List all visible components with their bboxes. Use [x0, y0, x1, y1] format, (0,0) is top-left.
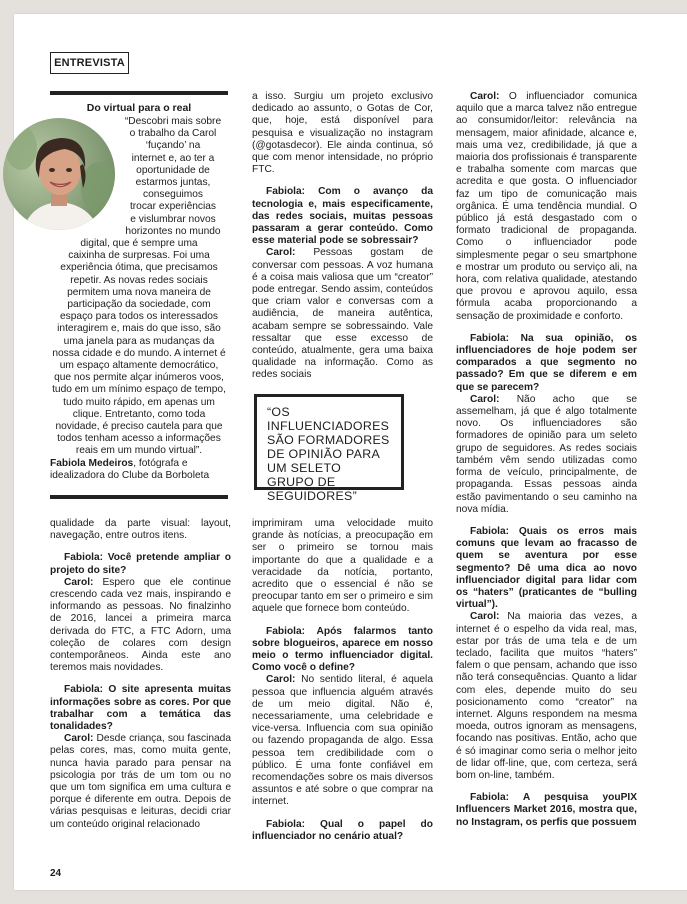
speaker-label: Carol: — [266, 674, 296, 686]
page-number: 24 — [50, 868, 62, 879]
interview-question: Fabiola: Qual o papel do influenciador no cenário atual? — [252, 818, 433, 842]
sidebar-text-rest: experiência ótima, que precisamos repetir. As novas redes sociais permitem uma nova maneira de participação da sociedade, com espaço para todos os interessados interagirem e, mais do que isso, são uma janela para as mudanças da nossa cidade e do mundo. A internet é um espaço altamente democrático, que nos permite alçar inúmeros voos, tudo em um mínimo espaço de tempo, tudo muito rápido, em apenas um clique. Entretanto, como toda novidade, é preciso cautela para que todos tenham acesso a informações reais em um mundo virtual”. — [52, 262, 226, 457]
section-tag: ENTREVISTA — [50, 52, 129, 74]
paragraph-gap — [456, 323, 637, 333]
paragraph-gap — [252, 616, 433, 626]
paragraph-gap — [50, 674, 231, 684]
answer-text: Pessoas gostam de conversar com pessoas. A voz humana é a coisa mais valiosa que um “creator” pode entregar. Sendo assim, conteúdos que criam valor e conversas com a audiência, de maneira autêntica, acabam sempre se sobressaindo. Vale ressaltar que esse excesso de conteúdo, atualmente, gera uma baixa qualidade na informação. Como as redes sociais — [252, 247, 433, 381]
sidebar-line: e vislumbrar novos — [130, 213, 216, 225]
sidebar-line: trocar experiências — [129, 201, 217, 213]
interview-answer — [252, 247, 433, 381]
sidebar-line: “Descobri mais sobre — [124, 116, 222, 127]
sidebar-text — [50, 116, 228, 482]
speaker-label: Carol: — [470, 611, 500, 623]
answer-text: O influenciador comunica aquilo que a marca talvez não entregue ao consumidor/leitor: relevância na mensagem, maior afinidade, alcance e, mais uma vez, credibilidade, já que a maioria dos profissionais é transparente e trabalha somente com marcas que acredita e que gosta. O influenciador faz um tipo de comunicação mais orgânica. É uma tendência mundial. O público já está desgastado com o formato tradicional de propaganda. Como o influenciador pode simplesmente pegar o seu smartphone e mostrar um produto ou serviço ali, na hora, com relativa qualidade, atestando que provou e aprovou aquilo, essa fórmula acaba proporcionando a sensação de proximidade e conforto. — [456, 91, 637, 322]
sidebar-line: ‘fuçando’ na — [145, 140, 201, 152]
interview-answer — [50, 733, 231, 831]
speaker-label: Carol: — [470, 91, 500, 102]
interview-question: Fabiola: Após falarmos tanto sobre blogueiros, aparece em nosso meio o termo influenciador digital. Como você o define? — [252, 625, 433, 674]
sidebar-line: o trabalho da Carol — [129, 128, 217, 140]
sidebar-line: estarmos juntas, — [135, 177, 211, 189]
body-text: a isso. Surgiu um projeto exclusivo dedicado ao assunto, o Gotas de Cor, que, hoje, está disponível para pesquisa e visualização no instagram (@gotasdecor). Ele ainda continua, só que com menor intensidade, no próprio FTC. — [252, 91, 433, 176]
paragraph-gap — [456, 782, 637, 792]
sidebar-line: conseguimos — [142, 189, 204, 201]
pull-quote: “OS INFLUENCIADORES SÃO FORMADORES DE OPINIÃO PARA UM SELETO GRUPO DE SEGUIDORES” — [254, 394, 404, 490]
sidebar-line: oportunidade de — [136, 164, 210, 176]
answer-text: No sentido literal, é aquela pessoa que influencia alguém através de um meio digital. Não é, necessariamente, uma celebridade e vice-versa. Influencia com sua opinião ou fazendo propaganda de algo. Essa pessoa tem credibilidade com o público. É uma fonte confiável em recomendações sobre os mais diversos assuntos e até sobre o que comprar na internet. — [252, 674, 433, 808]
sidebar-signature — [50, 458, 228, 482]
column-2-top — [252, 91, 433, 382]
speaker-label: Carol: — [266, 247, 296, 259]
paragraph-gap — [252, 176, 433, 186]
sidebar-wrapped-lines — [50, 116, 228, 262]
paragraph-gap — [456, 516, 637, 526]
interview-answer — [456, 611, 637, 782]
sidebar-line: digital, que é sempre uma — [80, 238, 198, 250]
interview-question: Fabiola: Na sua opinião, os influenciadores de hoje podem ser comparados a que segmento no passado? Em que se diferem e em que se parecem? — [456, 332, 637, 393]
sidebar-title: Do virtual para o real — [86, 102, 192, 114]
speaker-label: Carol: — [64, 576, 94, 588]
column-1-bottom — [50, 518, 231, 831]
answer-text: Espero que ele continue crescendo cada vez mais, inspirando e informando as pessoas. No finalzinho de 2016, lancei a primeira marca derivada do FTC, a FTC Adorn, uma coleção de colares com design contemporâneos. Ainda este ano teremos mais novidades. — [50, 576, 231, 674]
body-text: qualidade da parte visual: layout, navegação, entre outros itens. — [50, 518, 231, 542]
speaker-label: Carol: — [64, 733, 94, 745]
interview-answer — [252, 674, 433, 808]
speaker-label: Carol: — [470, 393, 500, 405]
interview-answer — [50, 577, 231, 675]
interview-question: Fabiola: Você pretende ampliar o projeto do site? — [50, 552, 231, 576]
answer-text: Na maioria das vezes, a internet é o espelho da vida real, mas, estar por trás de uma tela e de um teclado, facilita que muitos “haters” falem o que pensam, achando que isso não terá consequências. Quanto a lidar com eles, depende muito do seu posicionamento como “creator” na internet. Alguns respondem na mesma moeda, outros ignoram as mensagens, focando nas positivas. Então, acho que é só imaginar como seria o melhor jeito de lidar off-line, que, com certeza, será bom on-line, também. — [456, 611, 637, 781]
interview-question: Fabiola: A pesquisa youPIX Influencers Market 2016, mostra que, no Instagram, os perfis que possuem — [456, 792, 637, 828]
column-2-bottom — [252, 518, 433, 843]
interview-question: Fabiola: Quais os erros mais comuns que levam ao fracasso de quem se aventura por esse segmento? Dê uma dica ao novo influenciador digital para lidar com os “haters” (praticantes de “bulling virtual”). — [456, 525, 637, 611]
paragraph-gap — [252, 809, 433, 819]
interview-answer — [456, 91, 637, 323]
sidebar-line: internet e, ao ter a — [131, 152, 215, 164]
answer-text: Desde criança, sou fascinada pelas cores, mas, como muita gente, nunca havia parado para pensar na psicologia por trás de um tom ou no que um tom significa em uma cultura e porque é diferente em outra. Depois de várias pesquisas e leituras, decidi criar um conteúdo original relacionado — [50, 733, 231, 830]
interview-question: Fabiola: O site apresenta muitas informações sobre as cores. Por que trabalhar com a temática das tonalidades? — [50, 684, 231, 733]
column-3 — [456, 91, 637, 829]
interview-question: Fabiola: Com o avanço da tecnologia e, mais especificamente, das redes sociais, muitas pessoas passaram a gerar conteúdo. Como esse material pode se sobressair? — [252, 186, 433, 247]
signature-name: Fabiola Medeiros — [50, 457, 134, 469]
interview-answer — [456, 394, 637, 516]
sidebar-line: caixinha de surpresas. Foi uma — [68, 250, 210, 262]
signature-role: , fotógrafa e idealizadora do Clube da Borboleta — [50, 457, 210, 481]
answer-text: Não acho que se assemelham, já que é algo totalmente novo. Os influenciadores são formadores de opinião para um seleto grupo de seguidores. As redes sociais também vêm sendo utilizadas como forma de veículo, principalmente, de propaganda. Essas pessoas ainda estão pavimentando o seu caminho na nova mídia. — [456, 393, 637, 515]
paragraph-gap — [50, 542, 231, 552]
body-text: imprimiram uma velocidade muito grande às notícias, a preocupação em ser o primeiro se tornou mais importante do que a qualidade e a veracidade da notícia, portanto, acredito que o essencial é não se preocupar tanto em ser o primeiro e sim aquele que fornece bom conteúdo. — [252, 518, 433, 615]
sidebar-line: horizontes no mundo — [125, 225, 221, 237]
